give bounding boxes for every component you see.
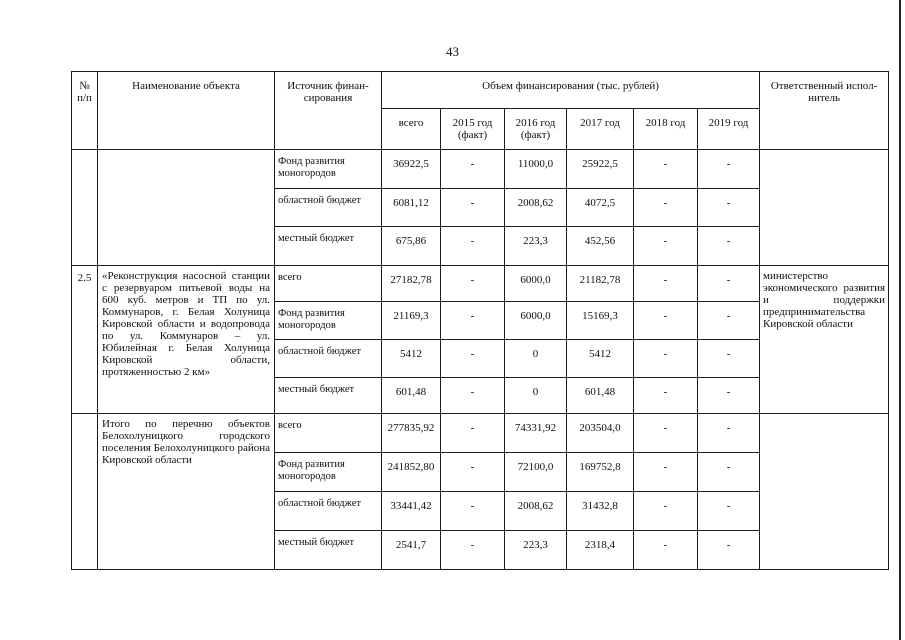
funding-source: местный бюджет <box>275 377 382 414</box>
header-2015: 2015 год (факт) <box>441 108 505 149</box>
funding-source: всего <box>275 266 382 302</box>
amount-y2019: - <box>698 149 760 188</box>
amount-y2017: 31432,8 <box>567 492 634 531</box>
scan-edge-line <box>899 0 901 640</box>
row-number <box>72 414 98 570</box>
table-row <box>72 149 889 188</box>
amount-total: 6081,12 <box>382 188 441 227</box>
header-volume: Объем финансирования (тыс. рублей) <box>382 72 760 109</box>
amount-y2019: - <box>698 377 760 414</box>
amount-total: 241852,80 <box>382 453 441 492</box>
amount-y2017: 5412 <box>567 339 634 377</box>
amount-y2016: 2008,62 <box>505 492 567 531</box>
amount-y2015: - <box>441 492 505 531</box>
amount-total: 21169,3 <box>382 302 441 340</box>
header-source: Источник финан-сирования <box>275 72 382 150</box>
row-number: 2.5 <box>72 266 98 414</box>
amount-y2015: - <box>441 149 505 188</box>
financing-table <box>71 71 889 570</box>
funding-source: областной бюджет <box>275 188 382 227</box>
header-name: Наименование объекта <box>98 72 275 150</box>
amount-y2018: - <box>634 266 698 302</box>
responsible-executor: министерство экономического развития и поддержки предпринимательства Кировской области <box>760 266 889 414</box>
responsible-executor <box>760 414 889 570</box>
amount-y2016: 0 <box>505 377 567 414</box>
amount-y2019: - <box>698 531 760 570</box>
amount-y2017: 15169,3 <box>567 302 634 340</box>
header-2017: 2017 год <box>567 108 634 149</box>
amount-y2018: - <box>634 188 698 227</box>
amount-y2018: - <box>634 377 698 414</box>
funding-source: всего <box>275 414 382 453</box>
amount-y2016: 11000,0 <box>505 149 567 188</box>
amount-y2016: 0 <box>505 339 567 377</box>
amount-y2018: - <box>634 531 698 570</box>
amount-y2017: 2318,4 <box>567 531 634 570</box>
amount-y2015: - <box>441 227 505 266</box>
funding-source: Фонд развития моногородов <box>275 453 382 492</box>
amount-y2017: 4072,5 <box>567 188 634 227</box>
responsible-executor <box>760 149 889 266</box>
header-2018: 2018 год <box>634 108 698 149</box>
amount-y2018: - <box>634 227 698 266</box>
amount-y2017: 21182,78 <box>567 266 634 302</box>
amount-total: 2541,7 <box>382 531 441 570</box>
amount-total: 36922,5 <box>382 149 441 188</box>
amount-y2019: - <box>698 339 760 377</box>
amount-total: 675,86 <box>382 227 441 266</box>
funding-source: Фонд развития моногородов <box>275 302 382 340</box>
amount-y2018: - <box>634 453 698 492</box>
header-2019: 2019 год <box>698 108 760 149</box>
amount-y2015: - <box>441 414 505 453</box>
amount-y2019: - <box>698 188 760 227</box>
amount-y2015: - <box>441 377 505 414</box>
amount-total: 27182,78 <box>382 266 441 302</box>
amount-y2015: - <box>441 302 505 340</box>
amount-y2015: - <box>441 453 505 492</box>
table-row <box>72 414 889 453</box>
table-row <box>72 266 889 302</box>
amount-y2018: - <box>634 414 698 453</box>
header-total: всего <box>382 108 441 149</box>
object-name <box>98 149 275 266</box>
amount-y2019: - <box>698 492 760 531</box>
funding-source: Фонд развития моногородов <box>275 149 382 188</box>
amount-y2016: 6000,0 <box>505 302 567 340</box>
amount-y2015: - <box>441 531 505 570</box>
amount-y2019: - <box>698 227 760 266</box>
amount-y2018: - <box>634 149 698 188</box>
amount-y2017: 452,56 <box>567 227 634 266</box>
amount-y2019: - <box>698 453 760 492</box>
funding-source: областной бюджет <box>275 492 382 531</box>
amount-y2016: 2008,62 <box>505 188 567 227</box>
amount-total: 5412 <box>382 339 441 377</box>
amount-y2016: 6000,0 <box>505 266 567 302</box>
amount-total: 601,48 <box>382 377 441 414</box>
amount-y2017: 169752,8 <box>567 453 634 492</box>
object-name: «Реконструкция насосной станции с резервуаром питьевой воды на 600 куб. метров и ТП по ул. Коммунаров, г. Белая Холуница Кировской области и водопровода по ул. Коммунаров – ул. Юбилейная г. Белая Холуница Кировской области, протяженностью 2 км» <box>98 266 275 414</box>
header-row <box>72 72 889 109</box>
header-2016: 2016 год (факт) <box>505 108 567 149</box>
funding-source: областной бюджет <box>275 339 382 377</box>
amount-y2019: - <box>698 414 760 453</box>
amount-y2015: - <box>441 188 505 227</box>
amount-y2018: - <box>634 302 698 340</box>
amount-y2017: 203504,0 <box>567 414 634 453</box>
funding-source: местный бюджет <box>275 531 382 570</box>
page-number: 43 <box>446 44 459 59</box>
amount-y2016: 72100,0 <box>505 453 567 492</box>
amount-y2016: 74331,92 <box>505 414 567 453</box>
amount-y2016: 223,3 <box>505 531 567 570</box>
amount-y2019: - <box>698 266 760 302</box>
header-num: № п/п <box>72 72 98 150</box>
amount-y2019: - <box>698 302 760 340</box>
amount-total: 277835,92 <box>382 414 441 453</box>
amount-y2015: - <box>441 339 505 377</box>
amount-y2016: 223,3 <box>505 227 567 266</box>
amount-y2015: - <box>441 266 505 302</box>
amount-total: 33441,42 <box>382 492 441 531</box>
amount-y2017: 25922,5 <box>567 149 634 188</box>
row-number <box>72 149 98 266</box>
amount-y2018: - <box>634 492 698 531</box>
amount-y2018: - <box>634 339 698 377</box>
object-name: Итого по перечню объектов Белохолуницкого городского поселения Белохолуницкого района Кировской области <box>98 414 275 570</box>
funding-source: местный бюджет <box>275 227 382 266</box>
amount-y2017: 601,48 <box>567 377 634 414</box>
header-responsible: Ответственный испол-нитель <box>760 72 889 150</box>
